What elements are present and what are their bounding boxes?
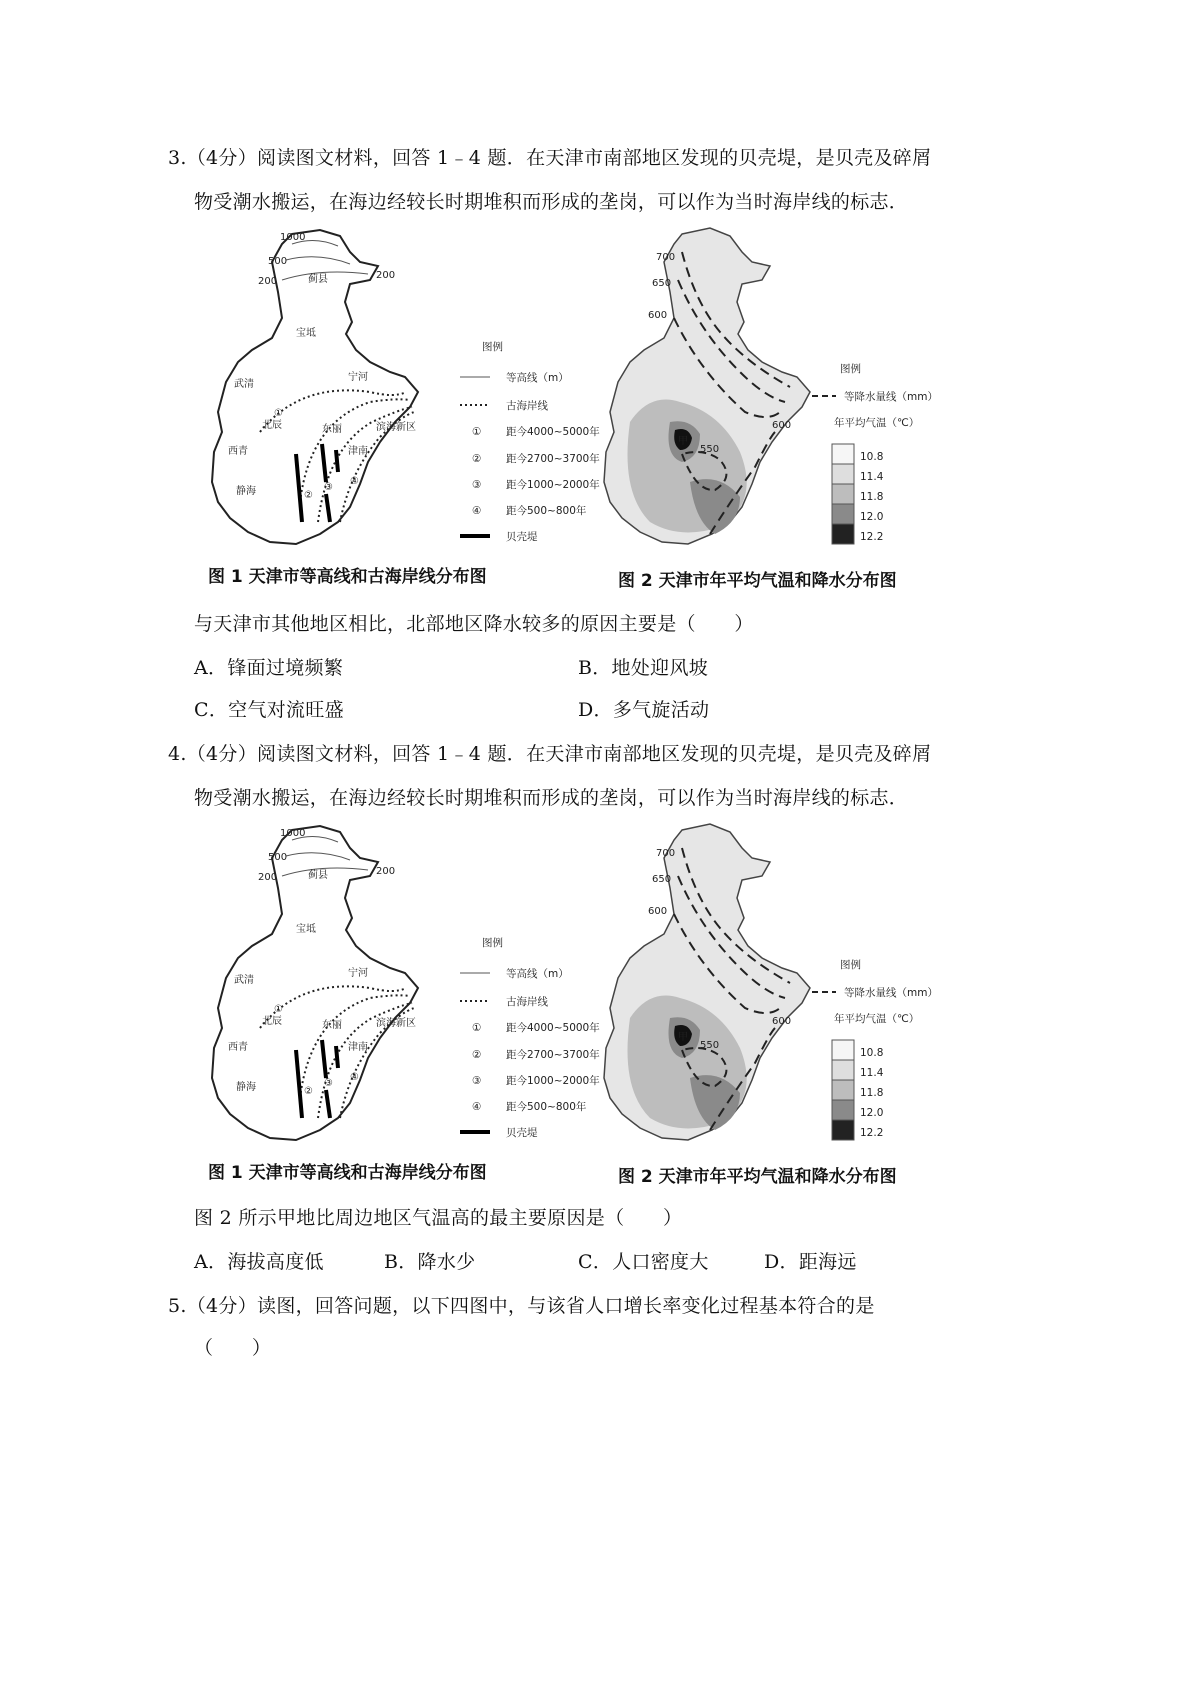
fig1-place-jinnan: 津南 (348, 446, 368, 457)
fig1-place-wuqing: 武清 (234, 975, 254, 986)
fig1-circle-2: ② (304, 490, 313, 501)
fig1-legend-coast: 古海岸线 (506, 996, 548, 1008)
fig2-legend-temp-3: 11.8 (860, 491, 884, 503)
fig1-legend-n2: ② (472, 453, 482, 465)
fig2-legend-title: 图例 (840, 363, 861, 375)
fig1-caption: 图 1 天津市等高线和古海岸线分布图 (208, 1163, 487, 1183)
fig2-jia-label: 甲 (678, 1032, 688, 1043)
fig2-isohyet-label-650: 650 (652, 874, 672, 885)
fig1-legend-c2: 距今2700~3700年 (506, 1049, 600, 1061)
q4-option-c[interactable]: C．人口密度大 (578, 1251, 709, 1273)
fig1-place-dongli: 东丽 (322, 1020, 342, 1031)
fig1-contour-label-1000: 1000 (280, 232, 306, 243)
q4-line2: 物受潮水搬运，在海边经较长时期堆积而形成的垄岗，可以作为当时海岸线的标志． (194, 787, 909, 809)
fig1-shell-ridge-3 (336, 1046, 338, 1068)
q3-figure (200, 222, 1000, 607)
fig2-legend-temp-1: 10.8 (860, 1047, 884, 1059)
fig2-legend-swatch-1 (832, 444, 854, 464)
fig1-circle-4: ④ (350, 476, 359, 487)
fig1-place-dongli: 东丽 (322, 424, 342, 435)
fig2-isohyet-label-550: 550 (700, 444, 720, 455)
fig2-legend-swatch-1 (832, 1040, 854, 1060)
fig1-circle-3: ③ (324, 482, 333, 493)
fig2-legend-temp-4: 12.0 (860, 1107, 884, 1119)
fig1-place-binhai: 滨海新区 (376, 1018, 416, 1029)
fig1-contour-label-200b: 200 (376, 270, 396, 281)
fig2-legend-temp-title: 年平均气温（℃） (834, 1013, 920, 1025)
fig2-jia-label: 甲 (678, 436, 688, 447)
q4-option-b[interactable]: B．降水少 (384, 1251, 476, 1273)
fig2-isohyet-label-600: 600 (648, 906, 668, 917)
q3-option-b[interactable]: B．地处迎风坡 (578, 657, 709, 679)
fig2-legend-temp-5: 12.2 (860, 531, 884, 543)
fig1-legend-n3: ③ (472, 1075, 482, 1087)
fig1-place-jinghai: 静海 (236, 486, 256, 497)
q4-figure-svg (200, 818, 1000, 1203)
fig1-place-ninghe: 宁河 (348, 968, 368, 979)
fig1-legend-c1: 距今4000~5000年 (506, 1022, 600, 1034)
fig1-contour-label-200a: 200 (258, 872, 278, 883)
fig1-circle-3: ③ (324, 1078, 333, 1089)
fig1-contour-label-500: 500 (268, 256, 288, 267)
fig1-contour-label-200a: 200 (258, 276, 278, 287)
fig1-legend-c2: 距今2700~3700年 (506, 453, 600, 465)
fig2-legend-temp-2: 11.4 (860, 471, 884, 483)
q5-line1: 5.（4分）读图，回答问题，以下四图中，与该省人口增长率变化过程基本符合的是 (168, 1295, 875, 1317)
q3-figure-svg (200, 222, 1000, 607)
fig2-isohyet-label-700: 700 (656, 252, 676, 263)
fig2-legend-title: 图例 (840, 959, 861, 971)
fig1-place-jizhou: 蓟县 (308, 274, 328, 285)
fig1-legend-title: 图例 (482, 341, 503, 353)
fig2-caption: 图 2 天津市年平均气温和降水分布图 (618, 571, 897, 591)
q3-line1: 3.（4分）阅读图文材料，回答 1﹣4 题．在天津市南部地区发现的贝壳堤，是贝壳及碎屑 (168, 147, 932, 169)
fig1-place-jizhou: 蓟县 (308, 870, 328, 881)
q4-figure (200, 818, 1000, 1203)
fig2-isohyet-label-600b: 600 (772, 420, 792, 431)
fig2-legend-temp-2: 11.4 (860, 1067, 884, 1079)
q4-stem: 图 2 所示甲地比周边地区气温高的最主要原因是（ ） (194, 1207, 683, 1229)
fig2-legend-temp-1: 10.8 (860, 451, 884, 463)
fig1-place-beichen: 北辰 (262, 1016, 282, 1027)
fig1-place-baodi: 宝坻 (296, 328, 316, 339)
fig2-legend-swatch-2 (832, 1060, 854, 1080)
fig2-legend-swatch-4 (832, 504, 854, 524)
fig1-contour-label-200b: 200 (376, 866, 396, 877)
q3-option-a[interactable]: A．锋面过境频繁 (194, 657, 344, 679)
fig1-legend-n1: ① (472, 426, 482, 438)
fig1-legend-n1: ① (472, 1022, 482, 1034)
fig1-place-ninghe: 宁河 (348, 372, 368, 383)
fig1-legend-coast: 古海岸线 (506, 400, 548, 412)
fig1-legend-c3: 距今1000~2000年 (506, 479, 600, 491)
fig2-legend-swatch-5 (832, 1120, 854, 1140)
fig1-contour-label-1000: 1000 (280, 828, 306, 839)
q4-option-d[interactable]: D．距海远 (764, 1251, 857, 1273)
fig1-legend-c3: 距今1000~2000年 (506, 1075, 600, 1087)
fig1-legend-c4: 距今500~800年 (506, 1101, 587, 1113)
fig2-legend-swatch-3 (832, 1080, 854, 1100)
fig1-place-jinghai: 静海 (236, 1082, 256, 1093)
fig1-circle-1: ① (274, 1004, 283, 1015)
fig2-legend-isohyet: 等降水量线（mm） (844, 987, 938, 999)
fig2-isohyet-label-700: 700 (656, 848, 676, 859)
q5-line2: （ ） (194, 1337, 272, 1359)
fig1-legend-n4: ④ (472, 505, 482, 517)
fig2-legend-swatch-5 (832, 524, 854, 544)
fig2-legend-temp-5: 12.2 (860, 1127, 884, 1139)
fig1-legend-c4: 距今500~800年 (506, 505, 587, 517)
q4-line1: 4.（4分）阅读图文材料，回答 1﹣4 题．在天津市南部地区发现的贝壳堤，是贝壳及碎屑 (168, 743, 932, 765)
fig1-legend-shell: 贝壳堤 (506, 1127, 538, 1139)
q3-stem: 与天津市其他地区相比，北部地区降水较多的原因主要是（ ） (194, 613, 754, 635)
q4-option-a[interactable]: A．海拔高度低 (194, 1251, 324, 1273)
q3-option-c[interactable]: C．空气对流旺盛 (194, 699, 344, 721)
fig2-legend-swatch-2 (832, 464, 854, 484)
fig1-place-baodi: 宝坻 (296, 924, 316, 935)
fig2-legend-swatch-3 (832, 484, 854, 504)
fig1-circle-4: ④ (350, 1072, 359, 1083)
fig2-isohyet-label-600b: 600 (772, 1016, 792, 1027)
fig1-place-xiqing: 西青 (228, 446, 248, 457)
fig2-legend-isohyet: 等降水量线（mm） (844, 391, 938, 403)
fig1-legend-n3: ③ (472, 479, 482, 491)
fig2-isohyet-label-600: 600 (648, 310, 668, 321)
fig1-legend-n4: ④ (472, 1101, 482, 1113)
fig1-place-binhai: 滨海新区 (376, 422, 416, 433)
q3-option-d[interactable]: D．多气旋活动 (578, 699, 710, 721)
fig1-place-wuqing: 武清 (234, 379, 254, 390)
fig2-isohyet-label-550: 550 (700, 1040, 720, 1051)
fig2-caption: 图 2 天津市年平均气温和降水分布图 (618, 1167, 897, 1187)
fig2-legend-temp-title: 年平均气温（℃） (834, 417, 920, 429)
fig1-place-jinnan: 津南 (348, 1042, 368, 1053)
fig1-place-xiqing: 西青 (228, 1042, 248, 1053)
fig1-place-beichen: 北辰 (262, 420, 282, 431)
q3-line2: 物受潮水搬运，在海边经较长时期堆积而形成的垄岗，可以作为当时海岸线的标志． (194, 191, 909, 213)
fig1-legend-title: 图例 (482, 937, 503, 949)
fig1-legend-contour: 等高线（m） (506, 372, 569, 384)
fig2-legend-swatch-4 (832, 1100, 854, 1120)
fig1-caption: 图 1 天津市等高线和古海岸线分布图 (208, 567, 487, 587)
fig1-legend-n2: ② (472, 1049, 482, 1061)
fig1-shell-ridge-3 (336, 450, 338, 472)
fig1-circle-2: ② (304, 1086, 313, 1097)
fig2-legend-temp-4: 12.0 (860, 511, 884, 523)
fig2-isohyet-label-650: 650 (652, 278, 672, 289)
fig1-legend-contour: 等高线（m） (506, 968, 569, 980)
fig1-legend-c1: 距今4000~5000年 (506, 426, 600, 438)
fig1-legend-shell: 贝壳堤 (506, 531, 538, 543)
fig1-circle-1: ① (274, 408, 283, 419)
fig2-legend-temp-3: 11.8 (860, 1087, 884, 1099)
fig1-contour-label-500: 500 (268, 852, 288, 863)
